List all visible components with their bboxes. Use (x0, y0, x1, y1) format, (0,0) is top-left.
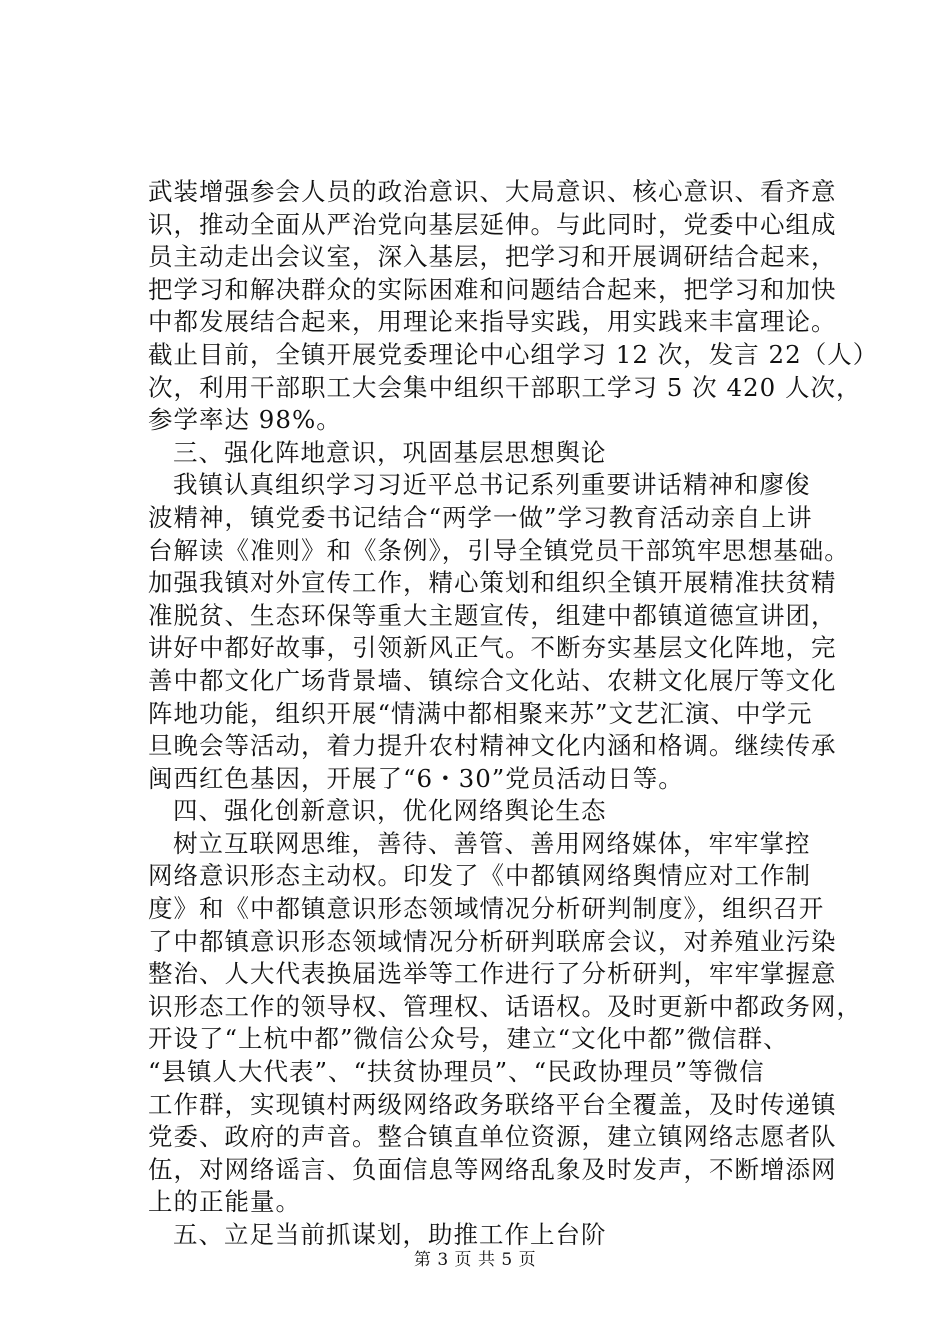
text-line: 伍，对网络谣言、负面信息等网络乱象及时发声，不断增添网 (148, 1154, 837, 1184)
text-line: 度》和《中都镇意识形态领域情况分析研判制度》，组织召开 (148, 894, 825, 924)
text-line: 树立互联网思维，善待、善管、善用网络媒体，牢牢掌控 (173, 828, 811, 858)
page-number: 第 3 页 共 5 页 (413, 1250, 537, 1270)
text-line: 中都发展结合起来，用理论来指导实践，用实践来丰富理论。 (148, 307, 837, 337)
text-line: 参学率达 98%。 (148, 405, 342, 435)
text-line: 波精神，镇党委书记结合“两学一做”学习教育活动亲自上讲 (148, 502, 813, 532)
text-line: 党委、政府的声音。整合镇直单位资源，建立镇网络志愿者队 (148, 1122, 837, 1152)
text-line: 了中都镇意识形态领域情况分析研判联席会议，对养殖业污染 (148, 926, 837, 956)
text-line: 整治、人大代表换届选举等工作进行了分析研判，牢牢掌握意 (148, 959, 837, 989)
text-line: 台解读《准则》和《条例》，引导全镇党员干部筑牢思想基础。 (148, 535, 850, 565)
text-line: “县镇人大代表”、“扶贫协理员”、“民政协理员”等微信 (148, 1057, 765, 1087)
text-line: 员主动走出会议室，深入基层，把学习和开展调研结合起来， (148, 242, 837, 272)
text-line: 阵地功能，组织开展“情满中都相聚来苏”文艺汇演、中学元 (148, 698, 813, 728)
text-line: 网络意识形态主动权。印发了《中都镇网络舆情应对工作制 (148, 861, 811, 891)
text-line: 武装增强参会人员的政治意识、大局意识、核心意识、看齐意 (148, 177, 837, 206)
text-line: 截止目前，全镇开展党委理论中心组学习 12 次，发言 22（人） (148, 339, 879, 369)
text-line: 识，推动全面从严治党向基层延伸。与此同时，党委中心组成 (148, 209, 837, 239)
text-line: 讲好中都好故事，引领新风正气。不断夯实基层文化阵地，完 (148, 633, 837, 663)
text-line: 开设了“上杭中都”微信公众号，建立“文化中都”微信群、 (148, 1024, 789, 1054)
text-line: 识形态工作的领导权、管理权、话语权。及时更新中都政务网， (148, 991, 862, 1021)
section-heading: 五、立足当前抓谋划，助推工作上台阶 (173, 1220, 607, 1249)
text-line: 旦晚会等活动，着力提升农村精神文化内涵和格调。继续传承 (148, 731, 837, 761)
text-line: 闽西红色基因，开展了“6・30”党员活动日等。 (148, 763, 684, 793)
section-heading: 四、强化创新意识，优化网络舆论生态 (173, 796, 607, 826)
page-footer (0, 1245, 950, 1270)
text-line: 善中都文化广场背景墙、镇综合文化站、农耕文化展厅等文化 (148, 665, 837, 695)
text-line: 上的正能量。 (148, 1187, 301, 1217)
text-line: 次，利用干部职工大会集中组织干部职工学习 5 次 420 人次， (148, 372, 862, 402)
text-line: 准脱贫、生态环保等重大主题宣传，组建中都镇道德宣讲团， (148, 600, 837, 630)
text-line: 工作群，实现镇村两级网络政务联络平台全覆盖，及时传递镇 (148, 1089, 837, 1119)
document-body (148, 176, 879, 1252)
text-line: 我镇认真组织学习习近平总书记系列重要讲话精神和廖俊 (173, 470, 811, 500)
text-line: 把学习和解决群众的实际困难和问题结合起来，把学习和加快 (148, 274, 837, 304)
text-line: 加强我镇对外宣传工作，精心策划和组织全镇开展精准扶贫精 (148, 568, 837, 598)
section-heading: 三、强化阵地意识，巩固基层思想舆论 (173, 437, 607, 467)
